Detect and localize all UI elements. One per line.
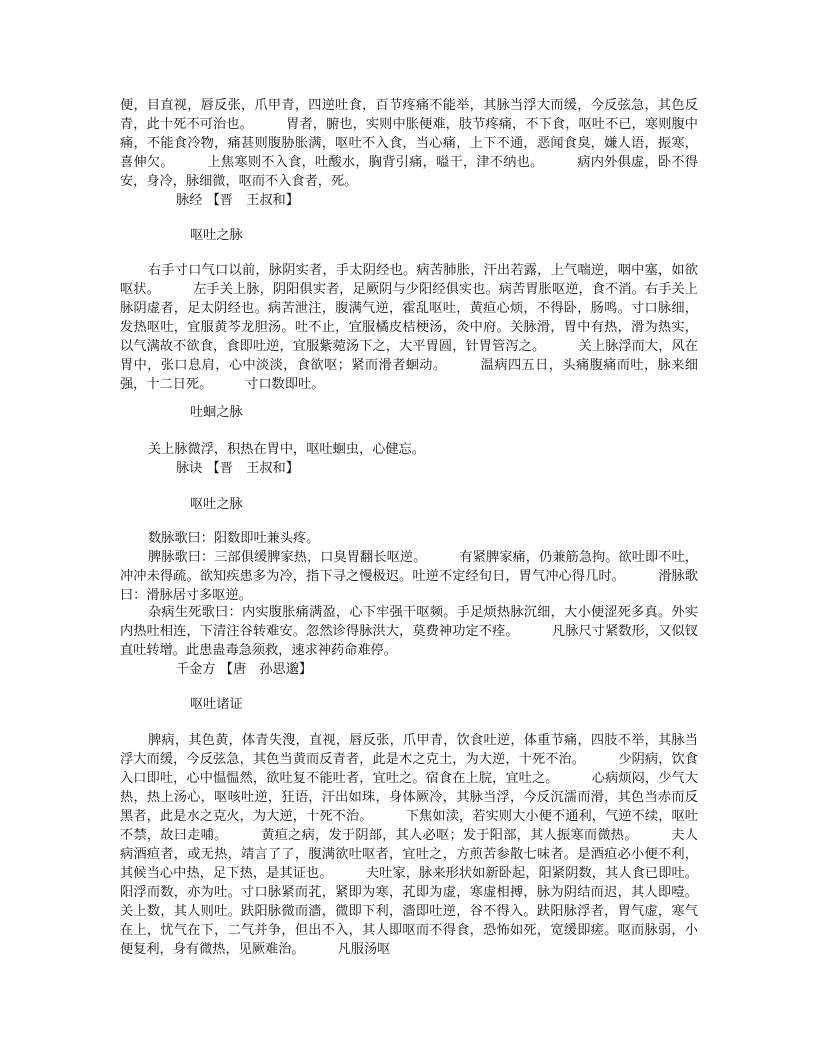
paragraph-za-bing-song: 杂病生死歌曰：内实腹胀痛满盈，心下牢强干呕频。手足烦热脉沉细，大小便涩死多真。外实内热吐相连，下清注谷转难安。忽然诊得脉洪大，莫费神功定不痊。 凡脉尺寸紧数形，又似钗直吐转增。此患蛊毒急须救，速求神药命难停。 — [120, 605, 698, 658]
paragraph-shu-mai-song: 数脉歌曰：阳数即吐兼头疼。 — [148, 531, 320, 546]
source-mai-jing: 脉经 【晋 王叔和】 — [176, 193, 299, 208]
paragraph-stomach-pulse: 便，目直视，唇反张，爪甲青，四逆吐食，百节疼痛不能举，其脉当浮大而缓，今反弦急，其色反青，此十死不可治也。 胃者，腑也，实则中胀便难，肢节疼痛，不下食，呕吐不已，寒则腹中痛，不能食冷物，痛甚则腹胁胀满，呕吐不入食，当心痛，上下不通，恶闻食臭，嫌人语，振寒，喜伸欠。 上焦寒则不入食，吐酸水，胸背引痛，嗌干，津不纳也。 病内外俱虚，卧不得安，身冷，脉细微，呕而不入食者，死。 — [120, 98, 698, 189]
heading-vomiting-syndromes: 呕吐诸证 — [190, 697, 243, 712]
heading-vomiting-pulse: 呕吐之脉 — [190, 228, 243, 243]
source-mai-jue: 脉诀 【晋 王叔和】 — [176, 461, 299, 476]
source-qian-jin-fang: 千金方 【唐 孙思邈】 — [176, 662, 313, 677]
paragraph-pi-mai-song: 脾脉歌曰：三部俱缓脾家热，口臭胃翻长呕逆。 有紧脾家痛，仍兼筋急拘。欲吐即不吐，冲冲未得疏。欲知疾患多为冷，指下寻之慢极迟。吐逆不定经旬日，胃气冲心得几时。 滑脉歌曰：滑脉居寸多呕逆。 — [120, 550, 698, 603]
paragraph-mai-jing-text: 右手寸口气口以前，脉阴实者，手太阴经也。病苦肺胀，汗出若露，上气喘逆，咽中塞，如欲呕状。 左手关上脉，阴阳俱实者，足厥阴与少阳经俱实也。病苦胃胀呕逆，食不消。右手关上脉阴虚者，足太阴经也。病苦泄注，腹满气逆，霍乱呕吐，黄疸心烦，不得卧，肠鸣。寸口脉细，发热呕吐，宜服黄芩龙胆汤。吐不止，宜服橘皮桔梗汤，灸中府。关脉滑，胃中有热，滑为热实，以气满故不欲食，食即吐逆，宜服紫菀汤下之，大平胃圆，针胃管泻之。 关上脉浮而大，风在胃中，张口息肩，心中淡淡，食欲呕；紧而滑者蛔动。 温病四五日，头痛腹痛而吐，脉来细强，十二日死。 寸口数即吐。 — [120, 263, 698, 392]
paragraph-qian-jin-text: 脾病，其色黄，体青失溲，直视，唇反张，爪甲青，饮食吐逆，体重节痛，四肢不举，其脉当浮大而缓，今反弦急，其色当黄而反青者，此是木之克土，为大逆，十死不治。 少阴病，饮食入口即吐，心中愠愠然，欲吐复不能吐者，宜吐之。宿食在上脘，宜吐之。 心病烦闷，少气大热，热上汤心，呕咳吐逆，狂语，汗出如珠，身体厥冷，其脉当浮，今反沉濡而滑，其色当赤而反黑者，此是水之克火，为大逆，十死不治。 下焦如渎，若实则大小便不通利，气逆不续，呕吐不禁，故曰走哺。 黄疸之病，发于阴部，其人必呕；发于阳部，其人振寒而微热。 夫人病酒疸者，或无热，靖言了了，腹满欲吐呕者，宜吐之，方煎苦参散七味者。是酒疸必小便不利，其候当心中热，足下热，是其证也。 夫吐家，脉来形状如新卧起，阳紧阴数，其人食已即吐。阳浮而数，亦为吐。寸口脉紧而芤，紧即为寒，芤即为虚，寒虚相搏，脉为阴结而迟，其人即噎。关上数，其人则吐。趺阳脉微而濇，微即下利，濇即吐逆，谷不得入。趺阳脉浮者，胃气虚，寒气在上，忧气在下，二气并争，但出不入，其人即呕而不得食，恐怖如死，宽缓即瘥。呕而脉弱，小便复利，身有微热，见厥难治。 凡服汤呕 — [120, 733, 698, 957]
heading-vomiting-pulse-2: 呕吐之脉 — [190, 497, 243, 512]
heading-roundworm-pulse: 吐蛔之脉 — [190, 405, 243, 420]
paragraph-roundworm-text: 关上脉微浮，积热在胃中，呕吐蛔虫，心健忘。 — [148, 442, 425, 457]
